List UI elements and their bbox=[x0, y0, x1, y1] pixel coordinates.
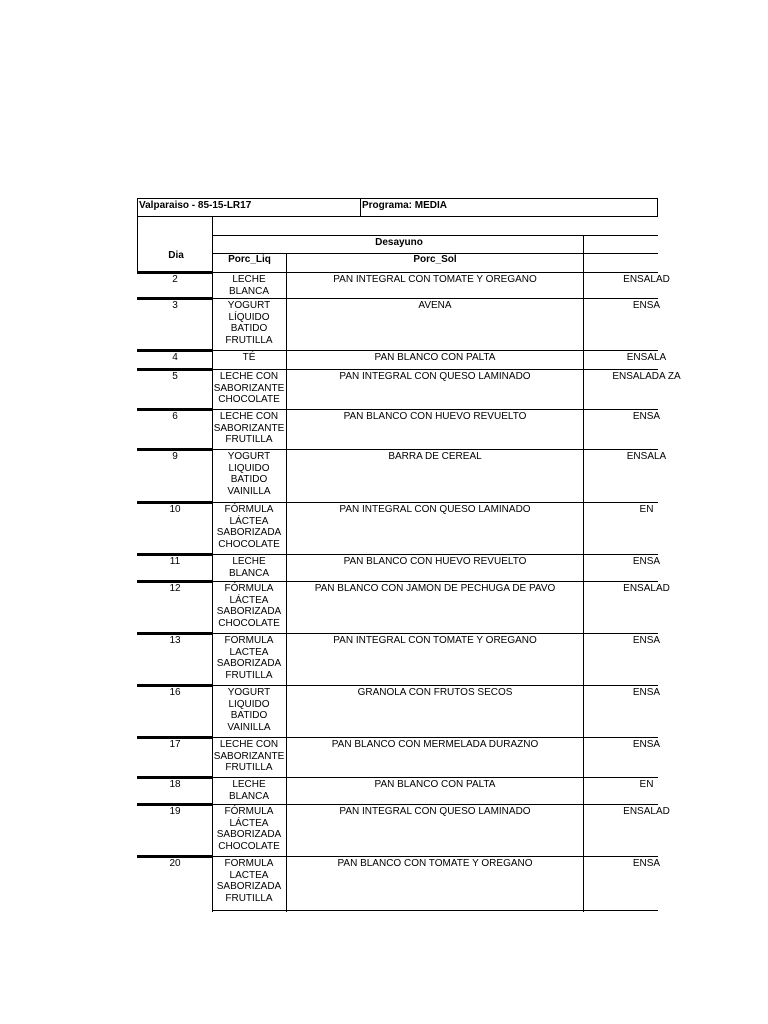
porc-liq-cell: FÓRMULA LÁCTEA SABORIZADA CHOCOLATE bbox=[216, 583, 282, 629]
next-meal-cell: ENSA bbox=[632, 739, 661, 750]
porc-liq-cell: LECHE CON SABORIZANTE FRUTILLA bbox=[213, 411, 285, 445]
porc-liq-cell: YOGURT LIQUIDO BATIDO VAINILLA bbox=[227, 451, 271, 497]
dia-cell: 4 bbox=[172, 352, 178, 363]
porc-sol-cell: PAN BLANCO CON HUEVO REVUELTO bbox=[343, 411, 527, 422]
porc-liq-cell: YOGURT LIQUIDO BATIDO VAINILLA bbox=[227, 687, 271, 733]
porc-liq-cell: TÉ bbox=[242, 352, 256, 363]
porc-liq-cell: FÓRMULA LÁCTEA SABORIZADA CHOCOLATE bbox=[216, 806, 282, 852]
porc-sol-cell: PAN BLANCO CON PALTA bbox=[374, 779, 496, 790]
next-meal-cell: ENSA bbox=[632, 411, 661, 422]
porc-sol-cell: PAN INTEGRAL CON QUESO LAMINADO bbox=[339, 371, 531, 382]
porc-liq-cell: FÓRMULA LÁCTEA SABORIZADA CHOCOLATE bbox=[216, 504, 282, 550]
dia-cell: 13 bbox=[169, 635, 181, 646]
porc-sol-cell: PAN BLANCO CON PALTA bbox=[374, 352, 496, 363]
dia-cell: 18 bbox=[169, 779, 181, 790]
porc-sol-cell: PAN BLANCO CON JAMON DE PECHUGA DE PAVO bbox=[314, 583, 556, 594]
porc-sol-cell: BARRA DE CEREAL bbox=[388, 451, 482, 462]
next-meal-cell: ENSALA bbox=[626, 352, 667, 363]
porc-liq-cell: LECHE CON SABORIZANTE FRUTILLA bbox=[213, 739, 285, 773]
porc-sol-cell: PAN INTEGRAL CON TOMATE Y OREGANO bbox=[333, 635, 537, 646]
porc-sol-cell: PAN INTEGRAL CON QUESO LAMINADO bbox=[339, 504, 531, 515]
next-meal-cell: ENSALAD bbox=[623, 806, 670, 817]
location-title: Valparaiso - 85-15-LR17 bbox=[139, 200, 252, 211]
porc-liq-header: Porc_Liq bbox=[228, 254, 271, 265]
porc-sol-cell: GRANOLA CON FRUTOS SECOS bbox=[357, 687, 513, 698]
next-meal-cell: EN bbox=[639, 504, 654, 515]
next-meal-cell: ENSA bbox=[632, 635, 661, 646]
next-meal-cell: EN bbox=[639, 779, 654, 790]
porc-sol-cell: AVENA bbox=[418, 300, 452, 311]
porc-sol-cell: PAN INTEGRAL CON QUESO LAMINADO bbox=[339, 806, 531, 817]
dia-cell: 10 bbox=[169, 504, 181, 515]
dia-cell: 9 bbox=[172, 451, 178, 462]
dia-cell: 6 bbox=[172, 411, 178, 422]
next-meal-cell: ENSALAD bbox=[623, 274, 670, 285]
dia-cell: 19 bbox=[169, 806, 181, 817]
dia-cell: 20 bbox=[169, 858, 181, 869]
porc-liq-cell: FORMULA LACTEA SABORIZADA FRUTILLA bbox=[216, 858, 282, 904]
porc-sol-cell: PAN BLANCO CON TOMATE Y OREGANO bbox=[337, 858, 533, 869]
program-title: Programa: MEDIA bbox=[362, 200, 448, 211]
next-meal-cell: ENSALA bbox=[626, 451, 667, 462]
dia-cell: 2 bbox=[172, 274, 178, 285]
porc-liq-cell: YOGURT LÍQUIDO BATIDO FRUTILLA bbox=[225, 300, 273, 346]
desayuno-header: Desayuno bbox=[375, 237, 423, 248]
next-meal-cell: ENSALADA ZA bbox=[612, 371, 681, 382]
dia-cell: 11 bbox=[169, 556, 181, 567]
next-meal-cell: ENSALAD bbox=[623, 583, 670, 594]
porc-sol-header: Porc_Sol bbox=[413, 254, 457, 265]
porc-sol-cell: PAN BLANCO CON HUEVO REVUELTO bbox=[343, 556, 527, 567]
dia-cell: 12 bbox=[169, 583, 181, 594]
porc-liq-cell: LECHE CON SABORIZANTE CHOCOLATE bbox=[213, 371, 285, 405]
porc-sol-cell: PAN BLANCO CON MERMELADA DURAZNO bbox=[331, 739, 539, 750]
next-meal-cell: ENSA bbox=[632, 687, 661, 698]
porc-sol-cell: PAN INTEGRAL CON TOMATE Y OREGANO bbox=[333, 274, 537, 285]
porc-liq-cell: LECHE BLANCA bbox=[228, 274, 269, 297]
porc-liq-cell: LECHE BLANCA bbox=[228, 556, 269, 579]
next-meal-cell: ENSA bbox=[632, 300, 661, 311]
dia-cell: 16 bbox=[169, 687, 181, 698]
dia-cell: 3 bbox=[172, 300, 178, 311]
next-meal-cell: ENSA bbox=[632, 858, 661, 869]
dia-header: Dia bbox=[168, 250, 184, 261]
porc-liq-cell: LECHE BLANCA bbox=[228, 779, 269, 802]
dia-cell: 17 bbox=[169, 739, 181, 750]
next-meal-cell: ENSA bbox=[632, 556, 661, 567]
dia-cell: 5 bbox=[172, 371, 178, 382]
porc-liq-cell: FORMULA LACTEA SABORIZADA FRUTILLA bbox=[216, 635, 282, 681]
